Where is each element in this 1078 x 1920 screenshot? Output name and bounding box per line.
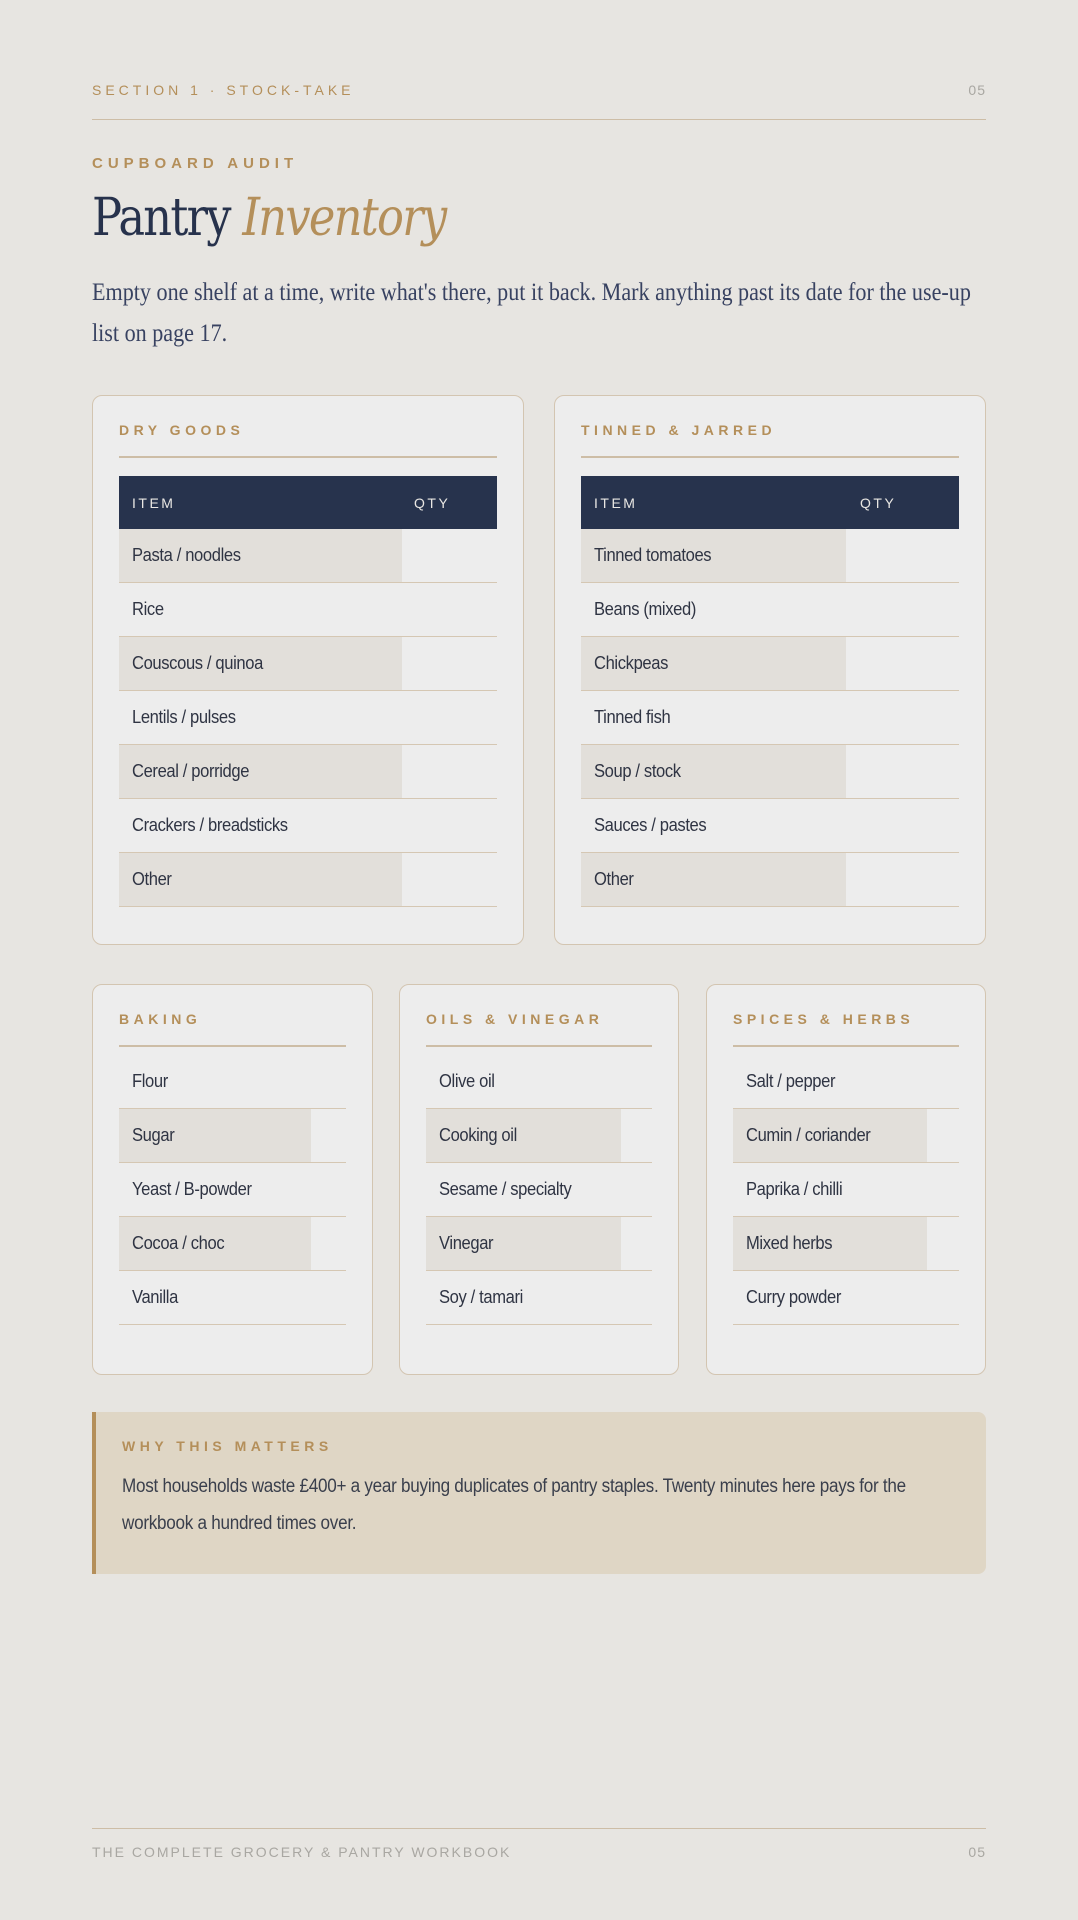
column-header-qty: QTY bbox=[414, 495, 451, 511]
column-header-item: ITEM bbox=[132, 495, 176, 511]
table-row bbox=[581, 583, 959, 637]
item-label: Lentils / pulses bbox=[132, 707, 236, 727]
divider bbox=[733, 1045, 959, 1047]
callout-title: WHY THIS MATTERS bbox=[122, 1438, 333, 1454]
table-row bbox=[119, 1217, 346, 1271]
card-title: BAKING bbox=[119, 1011, 202, 1027]
table-row bbox=[119, 1109, 346, 1163]
item-label: Beans (mixed) bbox=[594, 599, 696, 619]
item-label: Sesame / specialty bbox=[439, 1179, 572, 1199]
table-row bbox=[426, 1055, 652, 1109]
item-label: Sauces / pastes bbox=[594, 815, 707, 835]
item-label: Olive oil bbox=[439, 1071, 495, 1091]
divider bbox=[581, 456, 959, 458]
table-row bbox=[119, 529, 497, 583]
card-title: DRY GOODS bbox=[119, 422, 245, 438]
header-page-number: 05 bbox=[968, 82, 986, 98]
table-row bbox=[119, 583, 497, 637]
table-row bbox=[119, 691, 497, 745]
column-header-item: ITEM bbox=[594, 495, 638, 511]
table-row bbox=[119, 853, 497, 907]
table-row bbox=[581, 745, 959, 799]
oils-rows bbox=[426, 1055, 652, 1325]
callout-body: Most households waste £400+ a year buying duplicates of pantry staples. Twenty minutes here pays for the workbook a hundred times over. bbox=[122, 1476, 906, 1534]
card-title: OILS & VINEGAR bbox=[426, 1011, 604, 1027]
item-label: Cereal / porridge bbox=[132, 761, 250, 781]
item-label: Tinned fish bbox=[594, 707, 671, 727]
item-label: Vanilla bbox=[132, 1287, 178, 1307]
baking-card bbox=[92, 984, 373, 1375]
dry-goods-card bbox=[92, 395, 524, 945]
footer-title: THE COMPLETE GROCERY & PANTRY WORKBOOK bbox=[92, 1844, 512, 1860]
table-row bbox=[733, 1055, 959, 1109]
item-label: Cumin / coriander bbox=[746, 1125, 871, 1145]
column-header-qty: QTY bbox=[860, 495, 897, 511]
page-header bbox=[92, 80, 986, 120]
item-label: Couscous / quinoa bbox=[132, 653, 263, 673]
why-this-matters-callout bbox=[92, 1412, 986, 1574]
table-row bbox=[581, 637, 959, 691]
item-label: Curry powder bbox=[746, 1287, 841, 1307]
dry-goods-rows bbox=[119, 529, 497, 907]
table-row bbox=[733, 1163, 959, 1217]
item-label: Cocoa / choc bbox=[132, 1233, 225, 1253]
table-header bbox=[119, 476, 497, 529]
item-label: Flour bbox=[132, 1071, 168, 1091]
table-row bbox=[119, 637, 497, 691]
page bbox=[92, 0, 986, 1920]
table-row bbox=[119, 745, 497, 799]
item-label: Soy / tamari bbox=[439, 1287, 523, 1307]
table-row bbox=[581, 853, 959, 907]
page-footer bbox=[92, 1828, 986, 1860]
divider bbox=[119, 1045, 346, 1047]
item-label: Tinned tomatoes bbox=[594, 545, 712, 565]
table-row bbox=[426, 1271, 652, 1325]
card-title: TINNED & JARRED bbox=[581, 422, 777, 438]
title-accent: Inventory bbox=[242, 188, 446, 248]
item-label: Salt / pepper bbox=[746, 1071, 836, 1091]
table-row bbox=[119, 799, 497, 853]
intro-text: Empty one shelf at a time, write what's there, put it back. Mark anything past its date for the use-up list on page 17. bbox=[92, 279, 971, 347]
item-label: Rice bbox=[132, 599, 164, 619]
table-row bbox=[581, 529, 959, 583]
table-row bbox=[119, 1055, 346, 1109]
title-main: Pantry bbox=[92, 188, 230, 248]
divider bbox=[119, 456, 497, 458]
spices-rows bbox=[733, 1055, 959, 1325]
eyebrow: CUPBOARD AUDIT bbox=[92, 155, 299, 172]
item-label: Crackers / breadsticks bbox=[132, 815, 288, 835]
item-label: Other bbox=[132, 869, 172, 889]
tinned-rows bbox=[581, 529, 959, 907]
table-row bbox=[733, 1217, 959, 1271]
card-title: SPICES & HERBS bbox=[733, 1011, 915, 1027]
section-label: SECTION 1 · STOCK-TAKE bbox=[92, 82, 355, 98]
page-title bbox=[92, 188, 445, 248]
table-row bbox=[426, 1109, 652, 1163]
item-label: Mixed herbs bbox=[746, 1233, 833, 1253]
item-label: Other bbox=[594, 869, 634, 889]
footer-page-number: 05 bbox=[968, 1844, 986, 1860]
table-row bbox=[733, 1109, 959, 1163]
item-label: Pasta / noodles bbox=[132, 545, 241, 565]
table-row bbox=[426, 1217, 652, 1271]
baking-rows bbox=[119, 1055, 346, 1325]
item-label: Cooking oil bbox=[439, 1125, 517, 1145]
spices-herbs-card bbox=[706, 984, 986, 1375]
item-label: Soup / stock bbox=[594, 761, 681, 781]
table-header bbox=[581, 476, 959, 529]
table-row bbox=[733, 1271, 959, 1325]
table-row bbox=[119, 1163, 346, 1217]
divider bbox=[426, 1045, 652, 1047]
tinned-jarred-card bbox=[554, 395, 986, 945]
item-label: Paprika / chilli bbox=[746, 1179, 843, 1199]
item-label: Sugar bbox=[132, 1125, 175, 1145]
table-row bbox=[426, 1163, 652, 1217]
table-row bbox=[119, 1271, 346, 1325]
oils-vinegar-card bbox=[399, 984, 679, 1375]
item-label: Vinegar bbox=[439, 1233, 494, 1253]
table-row bbox=[581, 799, 959, 853]
item-label: Yeast / B-powder bbox=[132, 1179, 252, 1199]
table-row bbox=[581, 691, 959, 745]
item-label: Chickpeas bbox=[594, 653, 669, 673]
